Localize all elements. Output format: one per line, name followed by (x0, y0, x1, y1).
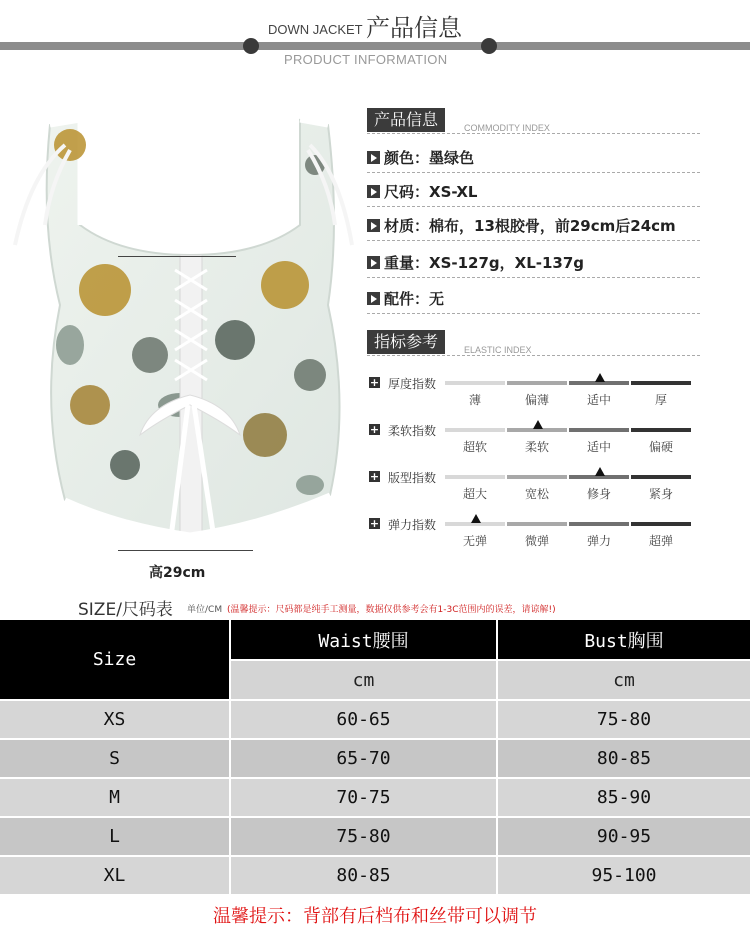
index-tick-label: 无弹 (462, 534, 487, 548)
index-bar-segment (631, 428, 691, 432)
index-tick-label: 厚 (654, 393, 667, 407)
arrow-bullet-icon (367, 151, 380, 164)
index-bar-segment (631, 522, 691, 526)
waist-cell: 65-70 (231, 740, 496, 777)
index-bar-segment (507, 381, 567, 385)
index-tick-label: 修身 (586, 487, 611, 501)
index-bar-segment (445, 475, 505, 479)
indices-title: 指标参考 (367, 330, 445, 354)
waist-cell: 75-80 (231, 818, 496, 855)
index-tick-label: 超软 (462, 440, 487, 454)
header-title-en: DOWN JACKET (268, 22, 363, 37)
plus-icon: + (369, 470, 380, 483)
info-row-text: 重量：XS-127g，XL-137g (384, 253, 585, 272)
index-tick-label: 紧身 (648, 487, 673, 501)
index-row (367, 424, 700, 452)
size-table-unit-bust: cm (498, 661, 750, 699)
product-info-title: 产品信息 (367, 108, 445, 132)
index-tick-label: 适中 (586, 393, 611, 407)
index-tick-label: 超大 (462, 487, 487, 501)
arrow-bullet-icon (367, 219, 380, 232)
header-right-dot (481, 38, 497, 54)
header-title-zh: 产品信息 (366, 14, 462, 42)
corset-product-image (10, 105, 355, 560)
divider (367, 240, 700, 241)
measure-line-top (118, 256, 236, 257)
index-marker-icon (595, 373, 605, 382)
index-marker-icon (595, 467, 605, 476)
header-left-dot (243, 38, 259, 54)
index-label: 弹力指数 (388, 518, 437, 532)
arrow-bullet-icon (367, 256, 380, 269)
plus-icon: + (369, 517, 380, 530)
size-cell: S (0, 740, 229, 777)
header-subtitle: PRODUCT INFORMATION (284, 52, 448, 67)
plus-icon: + (369, 423, 380, 436)
index-tick-label: 柔软 (524, 440, 549, 454)
index-marker-icon (471, 514, 481, 523)
info-row-text: 尺码：XS-XL (384, 182, 478, 201)
index-marker-icon (533, 420, 543, 429)
index-bar-segment (445, 428, 505, 432)
index-label: 柔软指数 (388, 424, 437, 438)
index-tick-label: 宽松 (524, 487, 549, 501)
size-table-caption: SIZE/尺码表 (78, 600, 173, 620)
bust-cell: 75-80 (498, 701, 750, 738)
divider (367, 277, 700, 278)
plus-icon: + (369, 376, 380, 389)
waist-cell: 80-85 (231, 857, 496, 894)
arrow-bullet-icon (367, 292, 380, 305)
index-tick-label: 弹力 (586, 534, 611, 548)
index-tick-label: 适中 (586, 440, 611, 454)
bust-cell: 85-90 (498, 779, 750, 816)
bust-cell: 80-85 (498, 740, 750, 777)
index-label: 厚度指数 (388, 377, 437, 391)
waist-cell: 60-65 (231, 701, 496, 738)
index-bar-segment (631, 475, 691, 479)
adjustment-tip: 温馨提示：背部有后档布和丝带可以调节 (0, 897, 750, 939)
size-table-header-size: Size (0, 620, 229, 699)
product-info-subtitle: COMMODITY INDEX (464, 123, 550, 133)
size-table-header-bust: Bust胸围 (498, 620, 750, 659)
index-tick-label: 微弹 (524, 534, 549, 548)
size-cell: XL (0, 857, 229, 894)
info-row-size (367, 180, 478, 202)
info-row-accessories (367, 287, 444, 309)
index-bar-segment (631, 381, 691, 385)
info-row-weight (367, 251, 584, 273)
index-tick-label: 超弹 (648, 534, 673, 548)
size-table-note: (温馨提示：尺码都是纯手工测量，数据仅供参考会有1-3C范围内的误差，请谅解!) (227, 605, 556, 615)
size-cell: L (0, 818, 229, 855)
header-divider-bar (0, 42, 750, 50)
bust-cell: 90-95 (498, 818, 750, 855)
index-bar-segment (507, 475, 567, 479)
size-table-header-waist: Waist腰围 (231, 620, 496, 659)
arrow-bullet-icon (367, 185, 380, 198)
index-tick-label: 偏硬 (648, 440, 673, 454)
height-measurement-label: 高29cm (149, 565, 206, 581)
index-row (367, 518, 700, 546)
size-table-unit-waist: cm (231, 661, 496, 699)
bust-cell: 95-100 (498, 857, 750, 894)
divider (367, 313, 700, 314)
index-label: 版型指数 (388, 471, 437, 485)
measure-line-bottom (118, 550, 253, 551)
indices-subtitle: ELASTIC INDEX (464, 345, 532, 355)
info-row-material (367, 214, 676, 236)
index-bar-segment (507, 522, 567, 526)
index-tick-label: 薄 (468, 393, 481, 407)
size-cell: XS (0, 701, 229, 738)
index-bar-segment (569, 428, 629, 432)
divider (367, 206, 700, 207)
divider (367, 355, 700, 356)
info-row-text: 配件：无 (384, 289, 445, 308)
index-bar-segment (445, 381, 505, 385)
size-cell: M (0, 779, 229, 816)
divider (367, 172, 700, 173)
info-row-color (367, 146, 474, 168)
size-table-unit: 单位/CM (187, 605, 223, 615)
info-row-text: 材质：棉布，13根胶骨，前29cm后24cm (384, 216, 676, 235)
divider (367, 133, 700, 134)
info-row-text: 颜色：墨绿色 (384, 148, 475, 167)
index-row (367, 471, 700, 499)
index-tick-label: 偏薄 (524, 393, 549, 407)
index-row (367, 377, 700, 405)
index-bar-segment (569, 522, 629, 526)
waist-cell: 70-75 (231, 779, 496, 816)
